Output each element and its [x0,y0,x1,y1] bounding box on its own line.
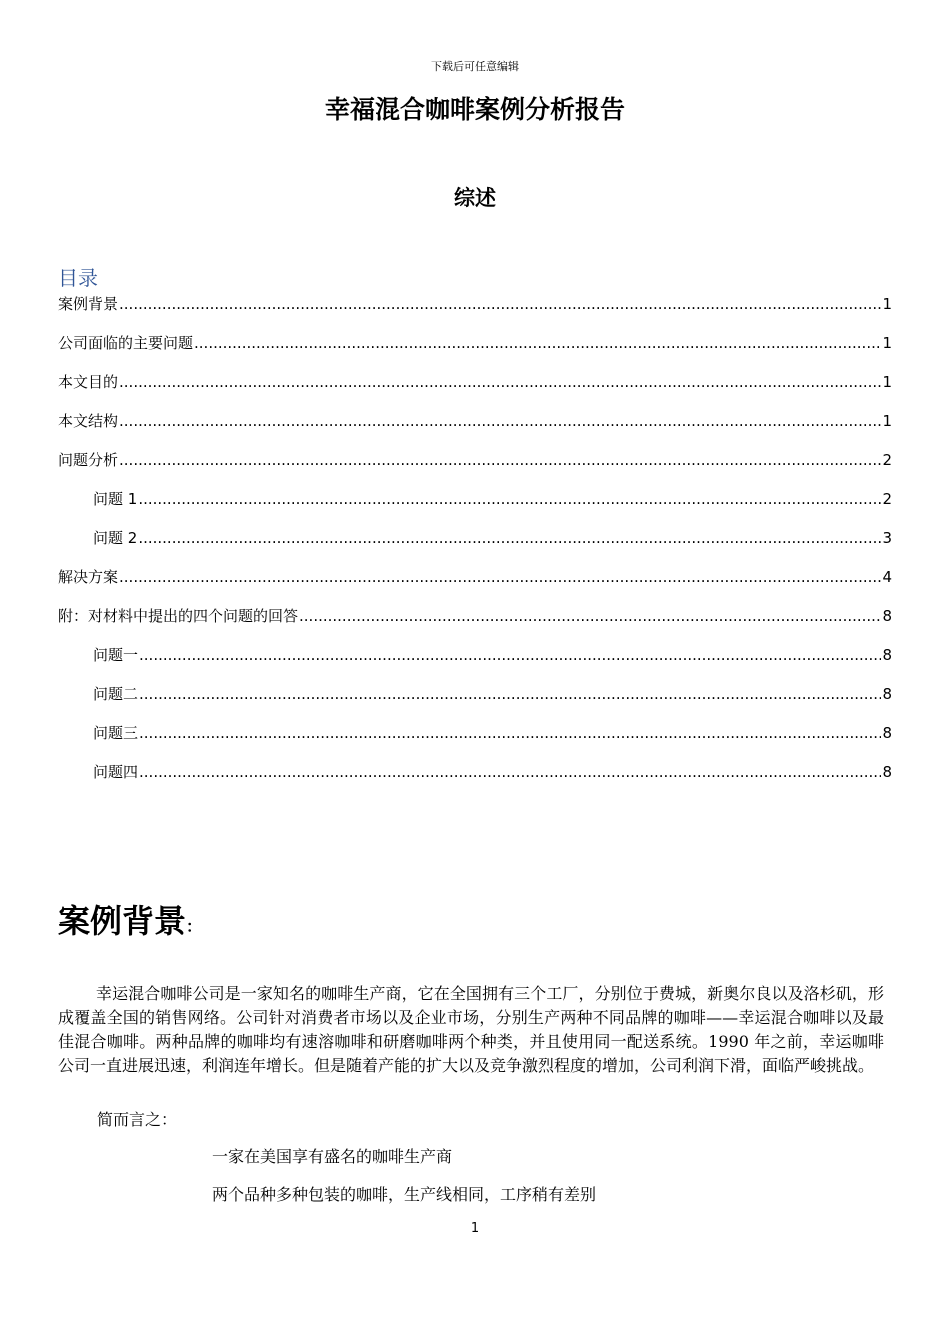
header-note: 下载后可任意编辑 [431,60,519,73]
toc-dot-leader [139,641,881,669]
toc-entry[interactable] [58,407,892,446]
summary-line-1: 一家在美国享有盛名的咖啡生产商 [212,1147,453,1166]
toc-dot-leader [119,563,881,591]
toc-dot-leader [139,758,881,786]
toc-entry-label: 案例背景 [58,295,119,313]
section-heading [58,896,202,942]
toc-dot-leader [299,602,881,630]
toc-entry-page: 1 [882,295,892,313]
toc-entry-page: 8 [882,724,892,742]
toc-entry-label: 问题 1 [93,490,138,508]
toc-dot-leader [138,485,881,513]
toc-entry-page: 8 [882,607,892,625]
section-heading-text: 案例背景 [58,902,187,940]
toc-entry-page: 2 [882,490,892,508]
toc-entry[interactable] [58,641,892,680]
toc-dot-leader [119,368,881,396]
toc-dot-leader [139,719,881,747]
toc-entry-label: 公司面临的主要问题 [58,334,194,352]
toc-entry[interactable] [58,485,892,524]
toc-entry-page: 8 [882,685,892,703]
toc-entry-page: 1 [882,334,892,352]
toc-entry-label: 本文结构 [58,412,119,430]
toc-entry-label: 附：对材料中提出的四个问题的回答 [58,607,299,625]
toc-entry-label: 问题二 [93,685,139,703]
toc-entry-page: 8 [882,646,892,664]
toc-entry[interactable] [58,329,892,368]
page-number: 1 [470,1221,480,1236]
toc-entry[interactable] [58,719,892,758]
toc-dot-leader [139,680,881,708]
toc-dot-leader [119,407,881,435]
toc-entry-label: 问题 2 [93,529,138,547]
table-of-contents [58,290,892,797]
summary-line-2: 两个品种多种包装的咖啡，生产线相同，工序稍有差别 [212,1185,597,1204]
toc-heading: 目录 [58,266,98,290]
toc-dot-leader [138,524,881,552]
section-heading-suffix: ： [186,917,203,936]
toc-entry[interactable] [58,758,892,797]
toc-entry-label: 问题三 [93,724,139,742]
toc-entry-page: 4 [882,568,892,586]
toc-entry[interactable] [58,524,892,563]
toc-entry-page: 1 [882,412,892,430]
toc-dot-leader [194,329,881,357]
toc-entry[interactable] [58,680,892,719]
toc-entry-label: 问题分析 [58,451,119,469]
toc-entry-page: 2 [882,451,892,469]
toc-entry[interactable] [58,602,892,641]
document-title: 幸福混合咖啡案例分析报告 [324,95,625,124]
toc-entry[interactable] [58,446,892,485]
toc-entry-label: 解决方案 [58,568,119,586]
toc-entry-label: 问题一 [93,646,139,664]
toc-entry-label: 本文目的 [58,373,119,391]
background-paragraph: 幸运混合咖啡公司是一家知名的咖啡生产商，它在全国拥有三个工厂，分别位于费城，新奥尔良以及洛杉矶，形成覆盖全国的销售网络。公司针对消费者市场以及企业市场，分别生产两种不同品牌的咖啡——幸运混合咖啡以及最佳混合咖啡。两种品牌的咖啡均有速溶咖啡和研磨咖啡两个种类，并且使用同一配送系统。1990 年之前，幸运咖啡公司一直进展迅速，利润连年增长。但是随着产能的扩大以及竞争激烈程度的增加，公司利润下滑，面临严峻挑战。 [58,984,884,1075]
toc-entry-page: 8 [882,763,892,781]
document-subtitle: 综述 [454,186,496,210]
toc-dot-leader [119,446,881,474]
toc-entry[interactable] [58,563,892,602]
toc-entry[interactable] [58,368,892,407]
toc-dot-leader [119,290,881,318]
summary-intro: 简而言之： [97,1110,178,1129]
toc-entry-page: 1 [882,373,892,391]
toc-entry-label: 问题四 [93,763,139,781]
toc-entry[interactable] [58,290,892,329]
toc-entry-page: 3 [882,529,892,547]
